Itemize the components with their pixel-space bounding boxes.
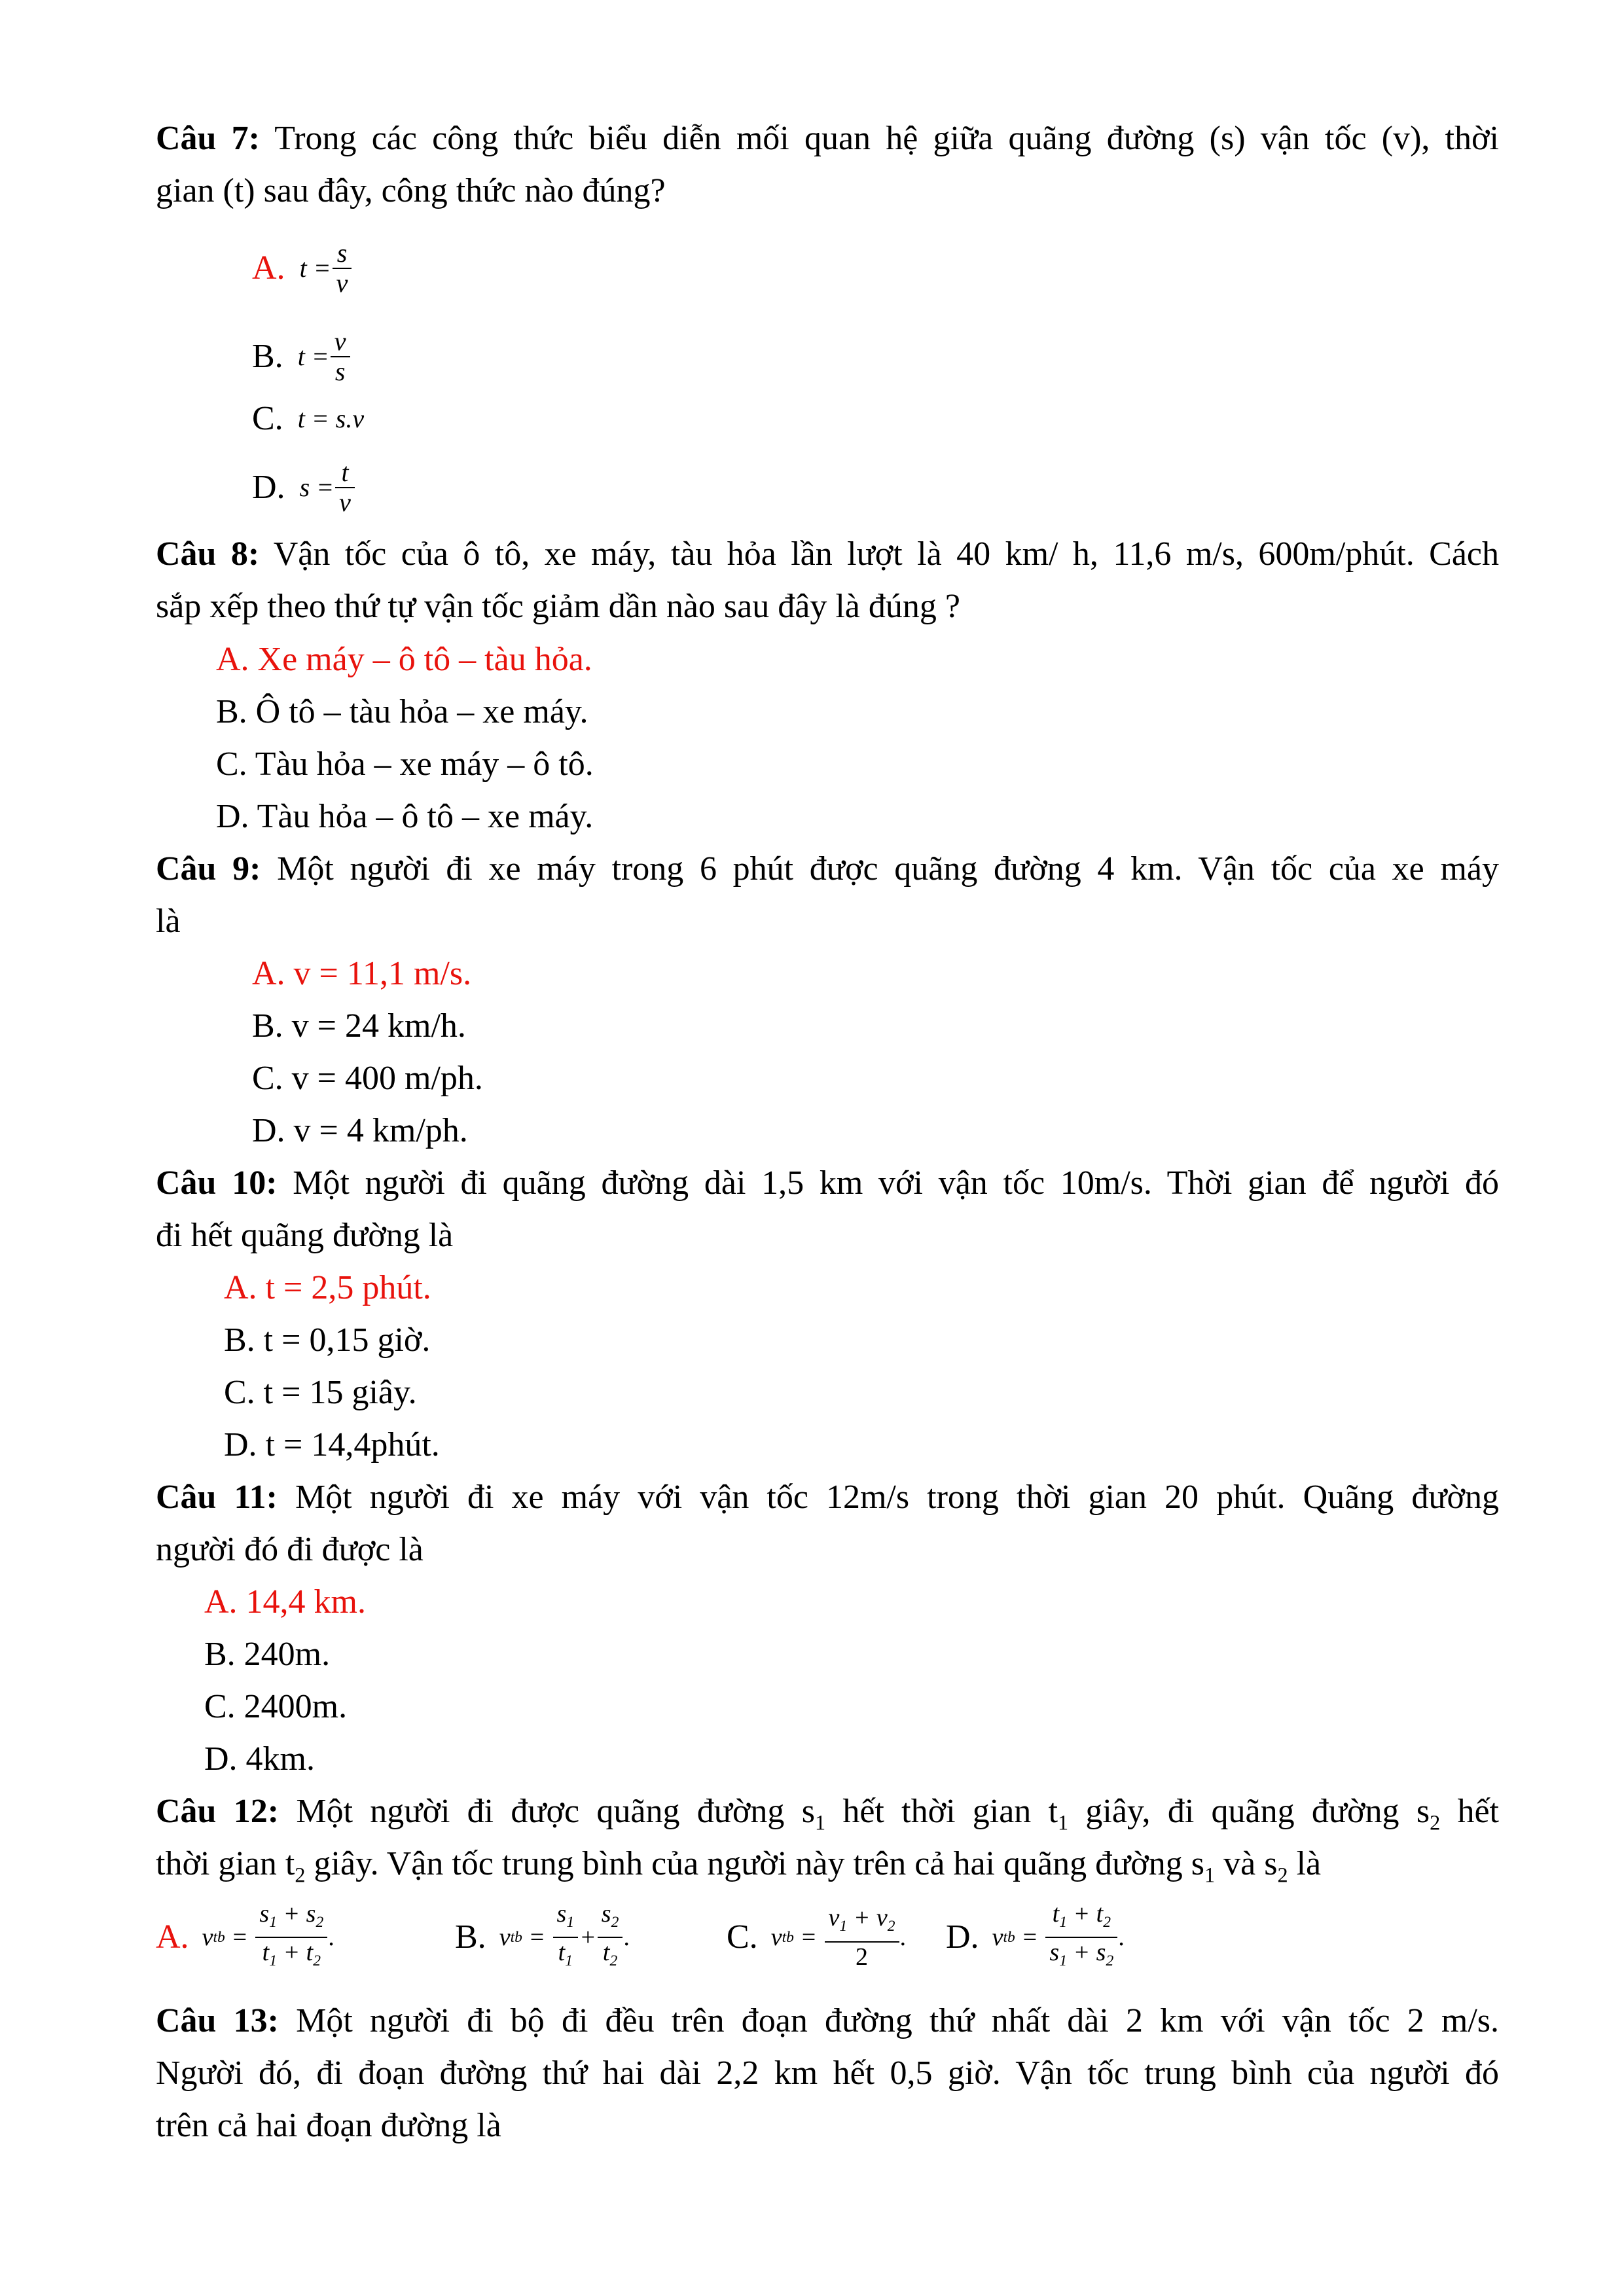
q7-option-a-den: v [336, 268, 348, 298]
q7-text-1: Trong các công thức biểu diễn mối quan hệ giữa quãng đường (s) vận tốc (v), thời [260, 120, 1499, 157]
q13-text-2: Người đó, đi đoạn đường thứ hai dài 2,2 km hết 0,5 giờ. Vận tốc trung bình của người đó [156, 2054, 1499, 2092]
q12-text-2d: là [1288, 1845, 1322, 1882]
q7-option-b-lhs: t = [297, 342, 329, 371]
q9-label: Câu 9: [156, 850, 261, 888]
q8-option-b: B. Ô tô – tàu hỏa – xe máy. [216, 693, 588, 730]
q12-option-a-formula: v tb = $\frac{s_1 + s_2}{t_1 + t_2}$ . [202, 1899, 335, 1970]
q8-line-1 [156, 535, 1499, 574]
q12-option-d-formula: v tb = $\frac{t_1 + t_2}{s_1 + s_2}$ . [992, 1899, 1125, 1970]
q12-text-2c: và s [1215, 1845, 1278, 1882]
q12-sub-s2: 2 [1430, 1810, 1441, 1835]
q10-text-1: Một người đi quãng đường dài 1,5 km với vận tốc 10m/s. Thời gian để người đó [277, 1164, 1499, 1202]
q7-option-a-letter: A. [252, 249, 285, 287]
q12-sub-s1b: 1 [1204, 1863, 1216, 1887]
q8-option-a: A. Xe máy – ô tô – tàu hỏa. [216, 641, 592, 678]
q12-label: Câu 12: [156, 1793, 280, 1830]
q10-label: Câu 10: [156, 1164, 278, 1202]
q11-option-c: C. 2400m. [204, 1688, 348, 1725]
q11-option-a: A. 14,4 km. [204, 1583, 366, 1621]
q12-line-1 [156, 1792, 1499, 1842]
q7-option-b-num: v [331, 327, 350, 357]
q7-option-c-letter: C. [252, 400, 283, 437]
q11-text-1: Một người đi xe máy với vận tốc 12m/s trong thời gian 20 phút. Quãng đường [277, 1479, 1499, 1516]
q12-option-b-formula: v tb = $\frac{s_1}{t_1}$ + $\frac{s_2}{t_2}$ . [499, 1899, 630, 1970]
q10-line-1 [156, 1164, 1499, 1203]
q11-line-1 [156, 1478, 1499, 1517]
q9-option-a: A. v = 11,1 m/s. [252, 955, 472, 992]
q12-text-1b: hết thời gian t [825, 1793, 1058, 1830]
q7-option-a-num: s [333, 239, 352, 269]
q7-option-d-fraction [335, 458, 355, 517]
q12-option-d-letter: D. [946, 1918, 979, 1956]
q7-option-d-letter: D. [252, 469, 285, 506]
q13-line-3 [156, 2106, 501, 2145]
q8-text-1: Vận tốc của ô tô, xe máy, tàu hỏa lần lượt là 40 km/ h, 11,6 m/s, 600m/phút. Cách [259, 535, 1500, 573]
q12-option-a-letter: A. [156, 1918, 189, 1956]
q13-text-3: trên cả hai đoạn đường là [156, 2107, 501, 2144]
q12-option-b [455, 1898, 630, 1977]
q12-option-c-formula: v tb = $\frac{v_1 + v_2}{2}$ . [770, 1904, 907, 1971]
q12-option-c-letter: C. [727, 1918, 758, 1956]
q7-option-d [252, 458, 356, 517]
q9-line-2 [156, 902, 181, 941]
q7-option-b-fraction [331, 327, 350, 386]
q10-option-c: C. t = 15 giây. [224, 1374, 417, 1411]
q10-option-a: A. t = 2,5 phút. [224, 1269, 431, 1306]
q12-sub-t1: 1 [1058, 1810, 1069, 1835]
q9-line-1 [156, 850, 1499, 889]
q9-text-2: là [156, 903, 181, 940]
q12-sub-s1: 1 [814, 1810, 826, 1835]
q12-line-2 [156, 1844, 1321, 1894]
q12-text-2a: thời gian t [156, 1845, 295, 1882]
q13-label: Câu 13: [156, 2002, 279, 2039]
q7-option-a-lhs: t = [299, 253, 331, 283]
q9-text-1: Một người đi xe máy trong 6 phút được quãng đường 4 km. Vận tốc của xe máy [261, 850, 1499, 888]
q12-text-1a: Một người đi được quãng đường s [279, 1793, 815, 1830]
q10-line-2 [156, 1216, 453, 1255]
q8-option-c: C. Tàu hỏa – xe máy – ô tô. [216, 745, 594, 783]
q7-option-b [252, 327, 352, 386]
q11-text-2: người đó đi được là [156, 1531, 424, 1568]
q9-option-d: D. v = 4 km/ph. [252, 1112, 468, 1149]
q7-line-2 [156, 171, 666, 211]
q7-option-b-den: s [334, 357, 346, 386]
q9-option-c: C. v = 400 m/ph. [252, 1060, 483, 1097]
q7-option-c [252, 399, 364, 439]
q13-text-1: Một người đi bộ đi đều trên đoạn đường thứ nhất dài 2 km với vận tốc 2 m/s. [278, 2002, 1499, 2039]
q12-option-b-letter: B. [455, 1918, 486, 1956]
q11-line-2 [156, 1530, 424, 1570]
q12-option-c [727, 1898, 907, 1977]
q7-option-a-fraction [333, 239, 352, 298]
q8-text-2: sắp xếp theo thứ tự vận tốc giảm dần nào sau đây là đúng ? [156, 588, 960, 625]
q11-option-d: D. 4km. [204, 1740, 315, 1778]
q8-option-d: D. Tàu hỏa – ô tô – xe máy. [216, 798, 594, 835]
q7-option-d-lhs: s = [299, 473, 334, 502]
q12-sub-t2: 2 [295, 1863, 306, 1887]
q7-option-d-num: t [335, 458, 355, 488]
q12-sub-s2b: 2 [1277, 1863, 1288, 1887]
q7-text-2: gian (t) sau đây, công thức nào đúng? [156, 172, 666, 209]
q12-text-1d: hết [1440, 1793, 1499, 1830]
q8-line-2 [156, 587, 960, 626]
q11-label: Câu 11: [156, 1479, 278, 1516]
q12-option-a [156, 1898, 335, 1977]
q10-option-b: B. t = 0,15 giờ. [224, 1321, 431, 1359]
q12-text-2b: giây. Vận tốc trung bình của người này trên cả hai quãng đường s [305, 1845, 1204, 1882]
q11-option-b: B. 240m. [204, 1636, 331, 1673]
q10-option-d: D. t = 14,4phút. [224, 1426, 440, 1463]
q9-option-b: B. v = 24 km/h. [252, 1007, 466, 1045]
q7-option-d-den: v [339, 488, 351, 517]
q12-text-1c: giây, đi quãng đường s [1068, 1793, 1430, 1830]
q8-label: Câu 8: [156, 535, 260, 573]
q7-label: Câu 7: [156, 120, 260, 157]
q7-line-1 [156, 119, 1499, 158]
q7-option-b-letter: B. [252, 338, 283, 375]
q12-option-d [946, 1898, 1125, 1977]
q7-option-a [252, 239, 353, 298]
q13-line-1 [156, 2001, 1499, 2041]
q13-line-2 [156, 2054, 1499, 2093]
q10-text-2: đi hết quãng đường là [156, 1217, 454, 1254]
q7-option-c-expr: t = s.v [297, 404, 365, 433]
